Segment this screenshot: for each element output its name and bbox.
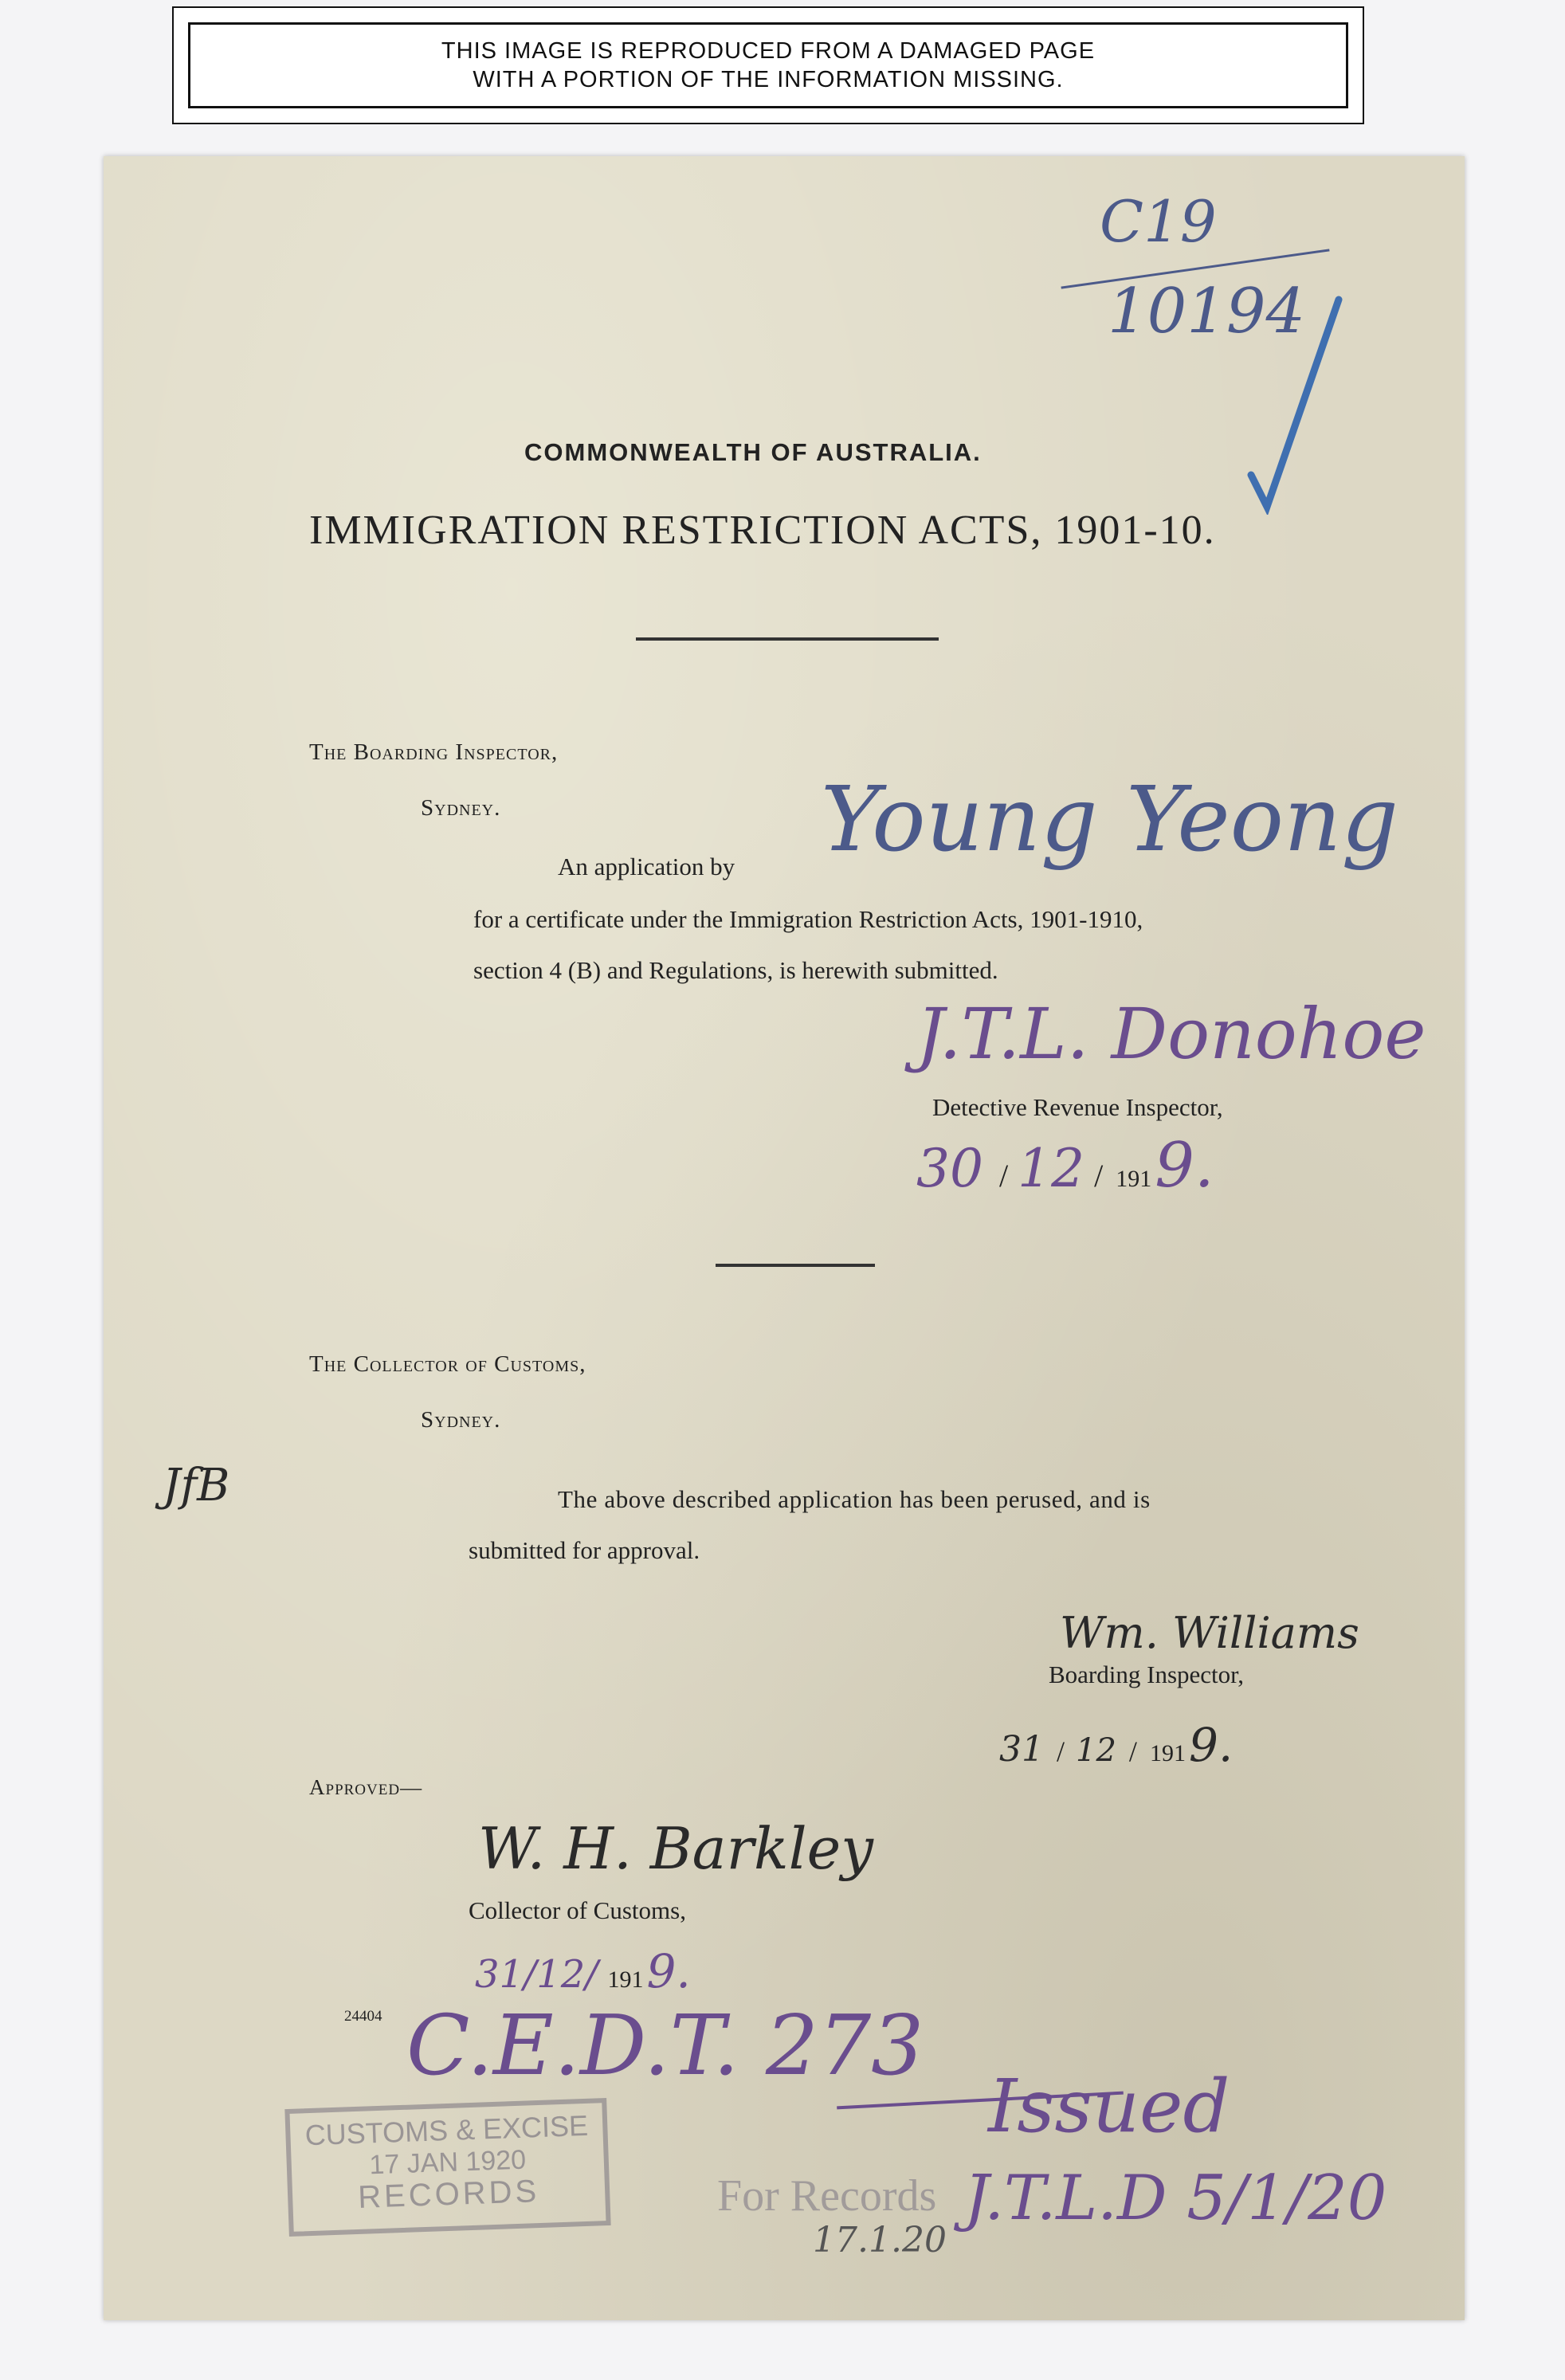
date-day: 30 (916, 1138, 983, 1199)
form-number: 24404 (344, 2008, 382, 2025)
for-records-stamp: For Records (717, 2171, 937, 2221)
act-title: IMMIGRATION RESTRICTION ACTS, 1901-10. (309, 508, 1216, 553)
sydney-line-1: Sydney. (421, 795, 501, 821)
date2-year-printed: 191 (1149, 1740, 1186, 1766)
date-year-hand: 9. (1155, 1130, 1214, 1202)
margin-initials: JfB (163, 1460, 230, 1512)
application-line-2: for a certificate under the Immigration Restriction Acts, 1901-1910, (473, 905, 1143, 933)
date2-year-hand: 9. (1188, 1718, 1234, 1772)
approval-date (475, 1944, 691, 1998)
applicant-name: Young Yeong (821, 768, 1398, 872)
application-line-3: section 4 (B) and Regulations, is herewith submitted. (473, 956, 998, 984)
customs-records-stamp (284, 2098, 610, 2237)
file-ref-top: C19 (1100, 188, 1217, 255)
document-page (104, 156, 1465, 2320)
records-date: 17.1.20 (813, 2220, 947, 2260)
notice-line-1: THIS IMAGE IS REPRODUCED FROM A DAMAGED PAGE (441, 38, 1096, 64)
file-ref-bottom: 10194 (1108, 276, 1306, 347)
issued-note: Issued (988, 2064, 1230, 2149)
date-sep-1: / (998, 1158, 1009, 1194)
section1-date (916, 1130, 1214, 1202)
date2-day: 31 (999, 1729, 1044, 1770)
boarding-inspector-addressee: The Boarding Inspector, (309, 739, 559, 765)
blue-check-mark (1235, 276, 1347, 515)
collector-title: Collector of Customs, (469, 1896, 686, 1924)
country-heading: COMMONWEALTH OF AUSTRALIA. (524, 438, 982, 466)
boarding-inspector-title: Boarding Inspector, (1049, 1661, 1244, 1688)
perused-line-1: The above described application has been perused, and is (558, 1485, 1151, 1513)
title-rule (636, 637, 939, 641)
date-year-printed: 191 (1116, 1166, 1152, 1192)
date-month: 12 (1018, 1138, 1085, 1199)
approval-year-printed: 191 (607, 1966, 644, 1993)
notice-frame (188, 22, 1348, 108)
date2-month: 12 (1076, 1732, 1116, 1769)
detective-title: Detective Revenue Inspector, (932, 1093, 1223, 1121)
date2-sep-2: / (1128, 1735, 1137, 1767)
sydney-line-2: Sydney. (421, 1407, 501, 1433)
notice-line-2: WITH A PORTION OF THE INFORMATION MISSING. (473, 67, 1064, 92)
inspector-signature: J.T.L. Donohoe (916, 993, 1426, 1075)
application-intro: An application by (558, 853, 735, 880)
stamp-line-2: 17 JAN 1920 (368, 2144, 527, 2181)
perused-line-2: submitted for approval. (469, 1536, 700, 1564)
section2-date (999, 1718, 1233, 1772)
boarding-inspector-signature: Wm. Williams (1060, 1608, 1359, 1658)
stamp-line-3: RECORDS (357, 2174, 540, 2215)
damaged-page-notice (172, 6, 1364, 124)
approval-date-hand: 31/12/ (475, 1952, 598, 1997)
cedt-reference: C.E.D.T. 273 (406, 1997, 924, 2094)
section-rule (716, 1264, 875, 1267)
collector-signature: W. H. Barkley (478, 1815, 873, 1882)
date2-sep-1: / (1057, 1735, 1065, 1767)
approved-label: Approved— (309, 1775, 423, 1799)
date-sep-2: / (1094, 1158, 1104, 1194)
issued-initials-date: J.T.L.D 5/1/20 (964, 2162, 1387, 2234)
approval-year-hand: 9. (646, 1944, 691, 1998)
stamp-line-1: CUSTOMS & EXCISE (304, 2108, 589, 2152)
collector-addressee: The Collector of Customs, (309, 1351, 586, 1377)
